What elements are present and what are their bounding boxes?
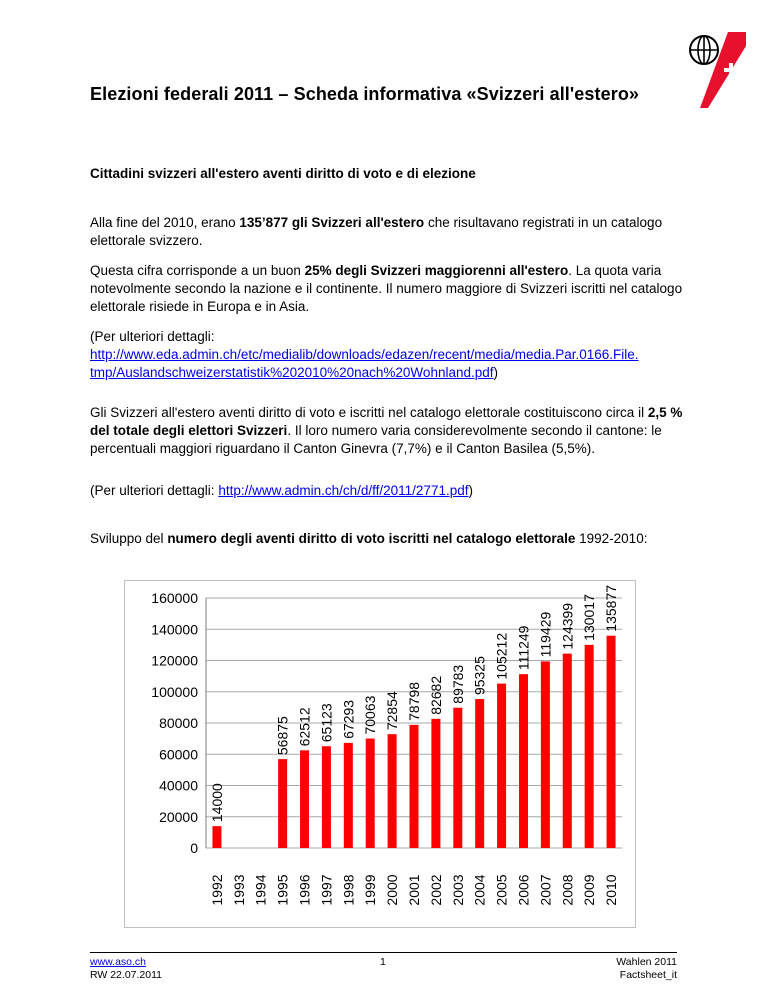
y-tick-label: 100000 [151,683,198,700]
data-label: 67293 [340,699,357,739]
x-tick-label: 2006 [515,874,532,906]
text: . Il loro numero varia considerevolmente secondo il cantone: le percentuali maggiori riguardano il Canton Ginevra (7,7%) e il Canton Basilea (5,5%). [90,423,662,456]
x-tick-label: 2003 [449,874,466,906]
x-tick-label: 2009 [581,874,598,906]
bar [431,719,440,848]
text: ) [493,365,498,380]
page-number: 1 [380,956,386,968]
bar [410,725,419,848]
bar [300,750,309,848]
bar [344,743,353,848]
y-tick-label: 0 [190,840,198,856]
paragraph-admin-link [90,482,690,500]
bar [322,746,331,848]
x-tick-label: 2005 [493,874,510,906]
data-label: 62512 [296,707,313,747]
text: Sviluppo del [90,531,168,546]
bar [388,734,397,848]
x-tick-label: 1997 [318,874,335,906]
bar [475,699,484,848]
y-tick-label: 120000 [151,652,198,669]
aso-website-link[interactable]: www.aso.ch [90,956,147,968]
x-tick-label: 1992 [208,874,225,906]
eda-statistics-link-cont[interactable]: tmp/Auslandschweizerstatistik%202010%20nach%20Wohnland.pdf [90,365,494,380]
bold-text: 2,5 % del totale degli elettori Svizzeri [90,405,683,438]
bar [563,654,572,848]
x-tick-label: 1998 [340,874,357,906]
bold-text: 25% degli Svizzeri maggiorenni all'estero [304,263,569,278]
y-tick-label: 20000 [159,808,198,825]
x-tick-label: 1999 [362,874,379,906]
text: Questa cifra corrisponde a un buon [90,263,305,278]
bar [453,708,462,848]
data-label: 72854 [384,691,401,731]
footer-divider [90,952,677,953]
paragraph-chart-intro [90,530,690,548]
voters-bar-chart [124,580,636,928]
y-tick-label: 160000 [151,590,198,606]
admin-ff-link[interactable]: http://www.admin.ch/ch/d/ff/2011/2771.pdf [218,483,469,498]
data-label: 95325 [471,656,488,696]
x-tick-label: 2008 [559,874,576,906]
bold-text: numero degli aventi diritto di voto iscritti nel catalogo elettorale [167,531,576,546]
y-tick-label: 140000 [151,621,198,638]
x-tick-label: 2002 [427,874,444,906]
bar [278,759,287,848]
y-tick-label: 40000 [159,777,198,794]
x-tick-label: 1995 [274,874,291,906]
bar [607,636,616,848]
bar [366,739,375,848]
data-label: 105212 [493,632,510,680]
footer-date: RW 22.07.2011 [90,969,162,981]
text: Alla fine del 2010, erano [90,215,240,230]
data-label: 14000 [208,783,225,823]
paragraph-registered-voters [90,214,690,250]
eda-statistics-link[interactable]: http://www.eda.admin.ch/etc/medialib/downloads/edazen/recent/media/media.Par.0166.File. [90,347,639,362]
text: (Per ulteriori dettagli: [90,329,215,344]
bar [519,674,528,848]
text: Gli Svizzeri all'estero aventi diritto di voto e iscritti nel catalogo elettorale costituiscono circa il [90,405,648,420]
x-tick-label: 1994 [252,874,269,906]
data-label: 70063 [362,695,379,735]
x-tick-label: 2001 [406,874,422,906]
aso-logo-icon [686,28,746,108]
x-tick-label: 1996 [296,874,313,906]
text: . La quota varia notevolmente secondo la nazione e il continente. Il numero maggiore di Svizzeri iscritti nel catalogo elettorale risiede in Europa e in Asia. [90,263,683,314]
bold-text: 135’877 gli Svizzeri all'estero [239,215,425,230]
data-label: 56875 [274,716,291,756]
bar [497,684,506,848]
data-label: 65123 [318,703,335,743]
footer-doc-name: Wahlen 2011 Factsheet_it [616,956,677,981]
section-subtitle: Cittadini svizzeri all'estero aventi diritto di voto e di elezione [90,166,476,181]
data-label: 82682 [427,675,444,715]
paragraph-percentage [90,404,690,458]
paragraph-quota [90,262,690,316]
x-tick-label: 2007 [537,874,554,906]
x-tick-label: 2000 [384,874,401,906]
data-label: 89783 [449,664,466,704]
data-label: 78798 [406,681,422,721]
data-label: 119429 [537,611,554,658]
text: che risultavano registrati in un catalogo elettorale svizzero. [90,215,663,248]
data-label: 111249 [515,625,532,671]
y-tick-label: 60000 [159,746,198,763]
text: ) [468,483,473,498]
x-tick-label: 1993 [230,874,247,906]
page-title: Elezioni federali 2011 – Scheda informativa «Svizzeri all'estero» [90,84,640,104]
paragraph-details-link [90,328,690,382]
y-tick-label: 80000 [159,715,198,731]
bar [541,661,550,848]
data-label: 130017 [581,594,598,641]
x-tick-label: 2010 [603,874,620,906]
text: 1992-2010: [575,531,648,546]
text: (Per ulteriori dettagli: [90,483,219,498]
bar [585,645,594,848]
footer-left [90,956,162,982]
bar [212,826,221,848]
data-label: 135877 [603,584,620,632]
data-label: 124399 [559,602,576,650]
x-tick-label: 2004 [471,874,488,906]
